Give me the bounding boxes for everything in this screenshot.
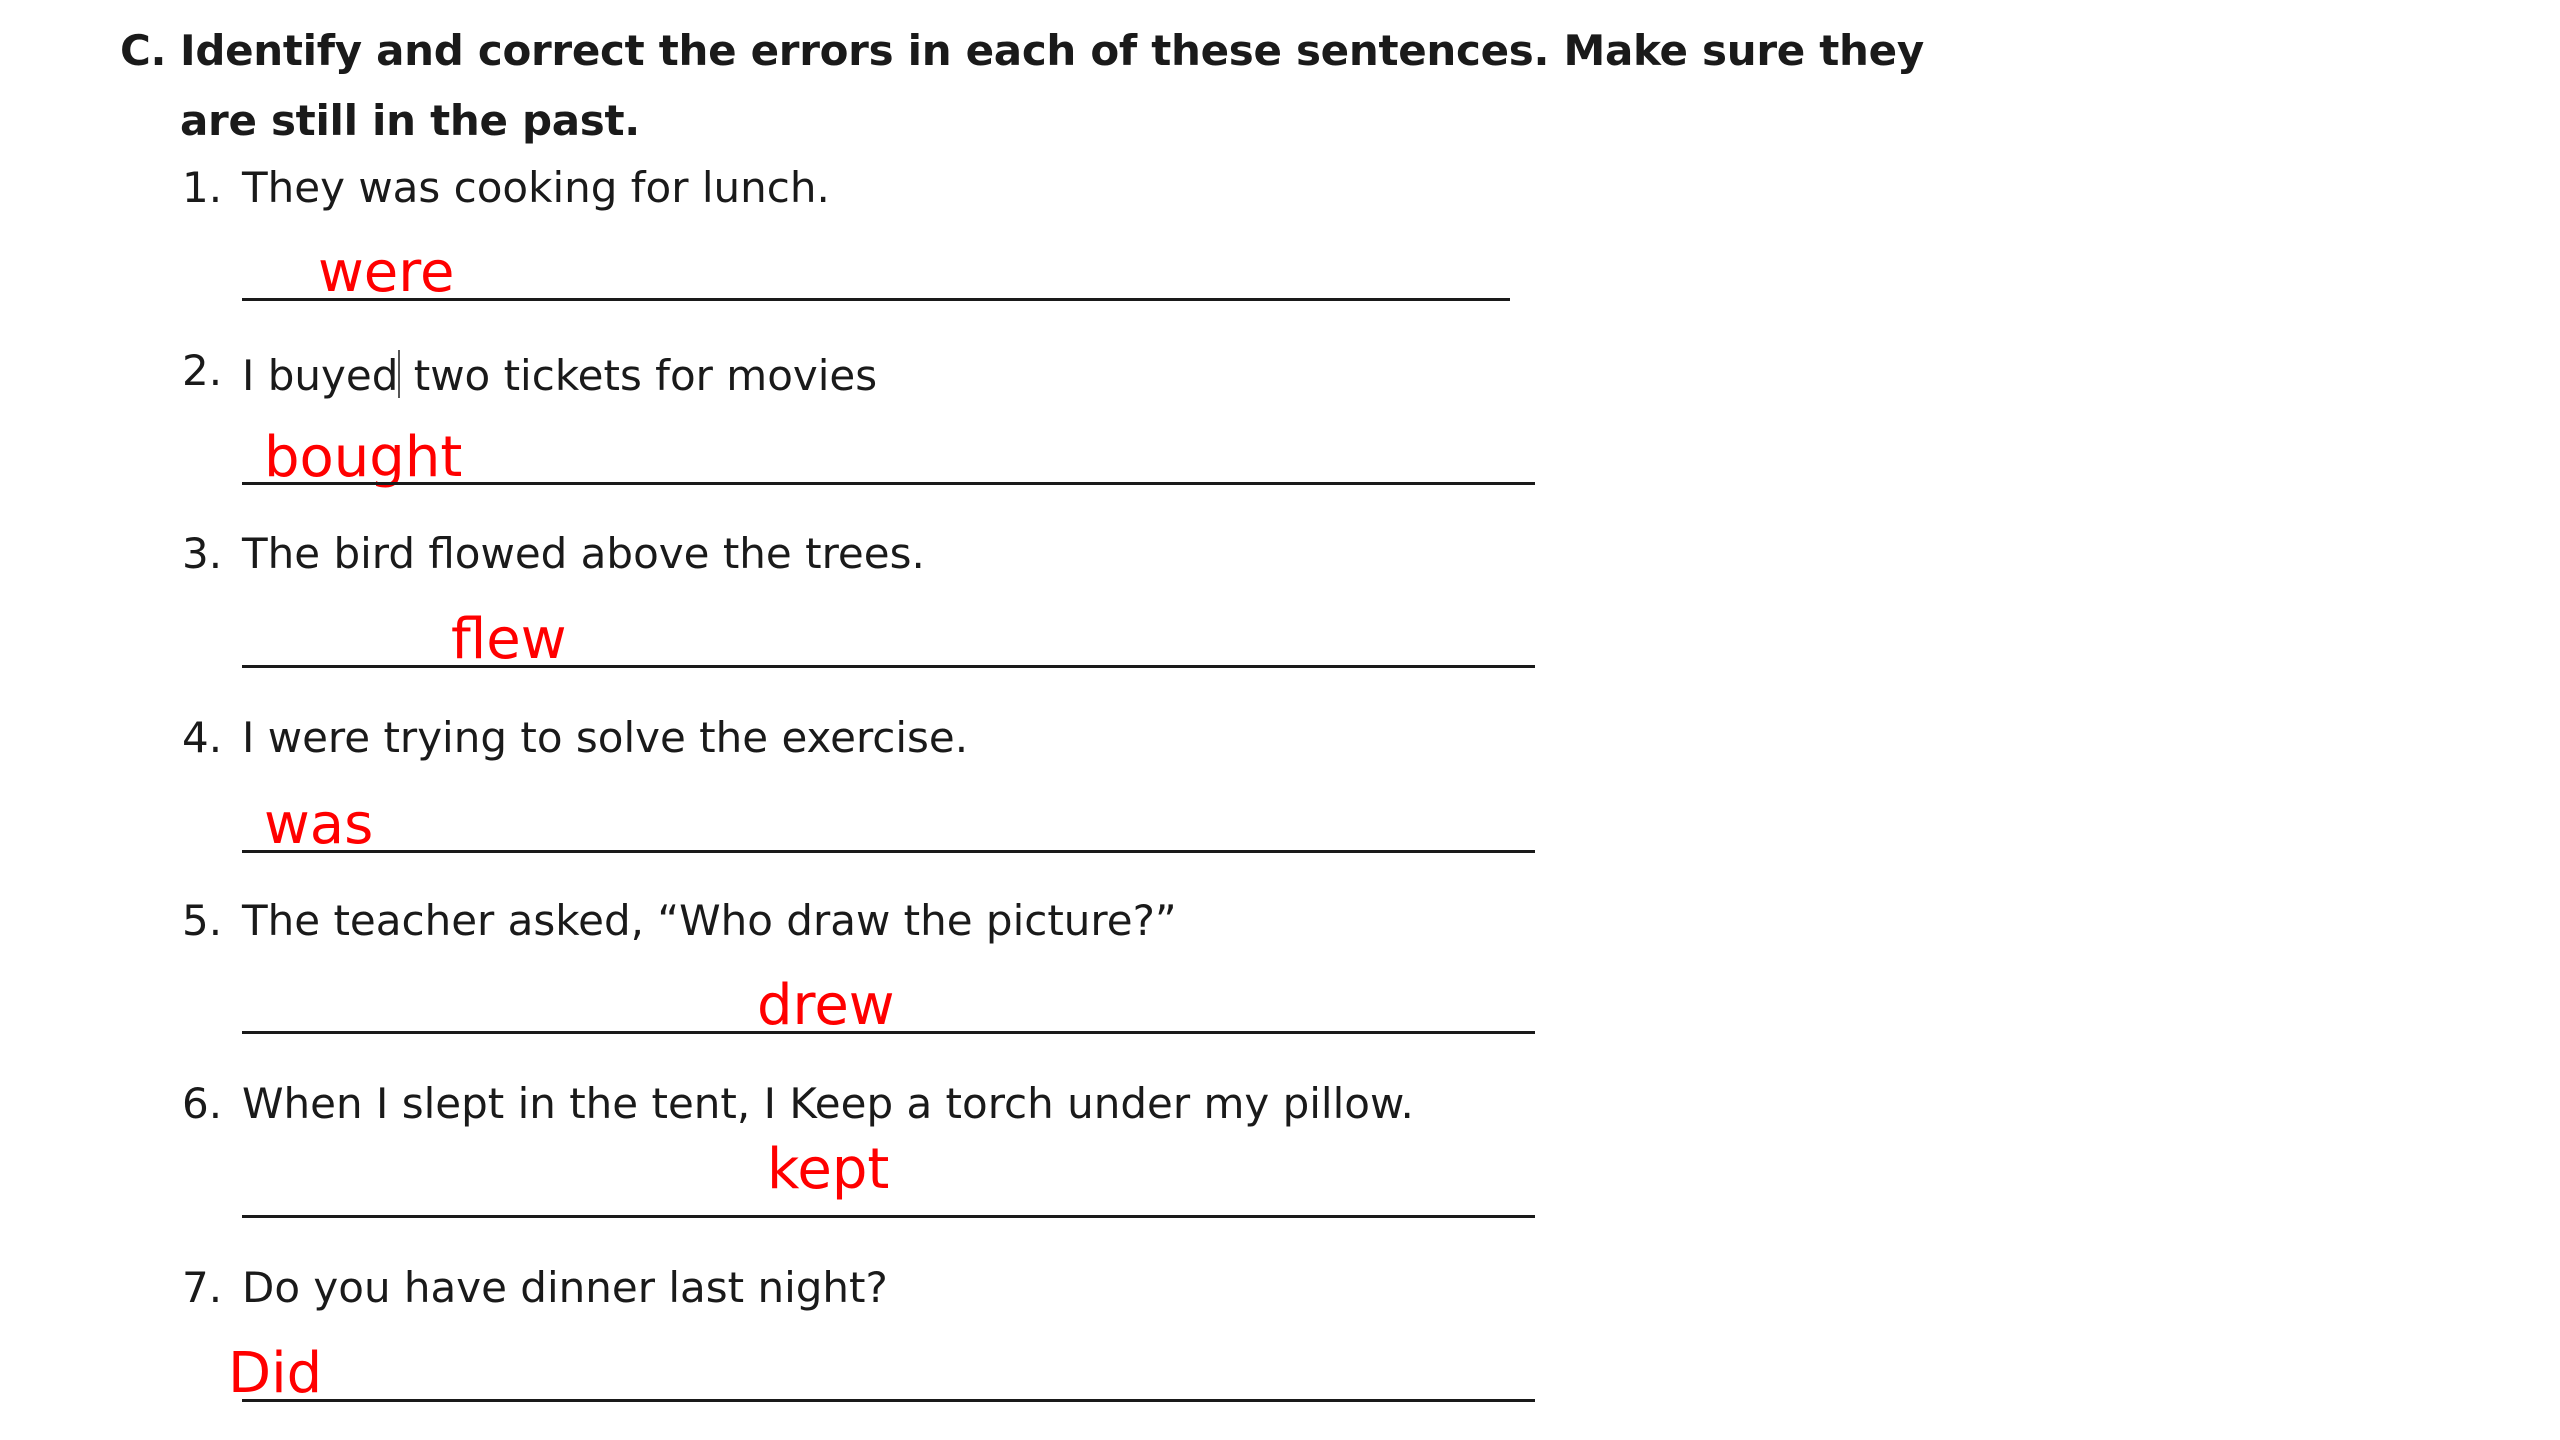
answer-line	[242, 298, 1510, 301]
question-sentence: I were trying to solve the exercise.	[242, 713, 969, 762]
answer-line	[242, 482, 1535, 485]
question-number: 2.	[182, 346, 223, 395]
question-sentence: When I slept in the tent, I Keep a torch under my pillow.	[242, 1079, 1414, 1128]
question-number: 4.	[182, 713, 223, 762]
question-number: 1.	[182, 163, 223, 212]
handwritten-answer: bought	[264, 425, 463, 490]
question-number: 7.	[182, 1263, 223, 1312]
handwritten-answer: drew	[757, 973, 895, 1038]
handwritten-answer: Did	[228, 1341, 323, 1406]
answer-line	[242, 850, 1535, 853]
answer-line	[242, 1399, 1535, 1402]
question-sentence	[242, 350, 877, 398]
answer-line	[242, 1215, 1535, 1218]
handwritten-answer: kept	[767, 1137, 890, 1202]
section-letter: C.	[120, 26, 167, 75]
question-sentence: Do you have dinner last night?	[242, 1263, 888, 1312]
question-sentence-part: I buyed	[242, 351, 399, 400]
handwritten-answer: flew	[451, 607, 567, 672]
question-number: 5.	[182, 896, 223, 945]
question-sentence: The bird flowed above the trees.	[242, 529, 925, 578]
question-sentence: The teacher asked, “Who draw the picture?”	[242, 896, 1177, 945]
answer-line	[242, 665, 1535, 668]
instructions-line-2: are still in the past.	[180, 96, 640, 145]
handwritten-answer: were	[318, 240, 455, 305]
answer-line	[242, 1031, 1535, 1034]
question-sentence: They was cooking for lunch.	[242, 163, 830, 212]
handwritten-answer: was	[264, 792, 374, 857]
instructions-line-1: Identify and correct the errors in each of these sentences. Make sure they	[180, 26, 1924, 75]
question-number: 6.	[182, 1079, 223, 1128]
question-sentence-part: two tickets for movies	[400, 351, 878, 400]
question-number: 3.	[182, 529, 223, 578]
